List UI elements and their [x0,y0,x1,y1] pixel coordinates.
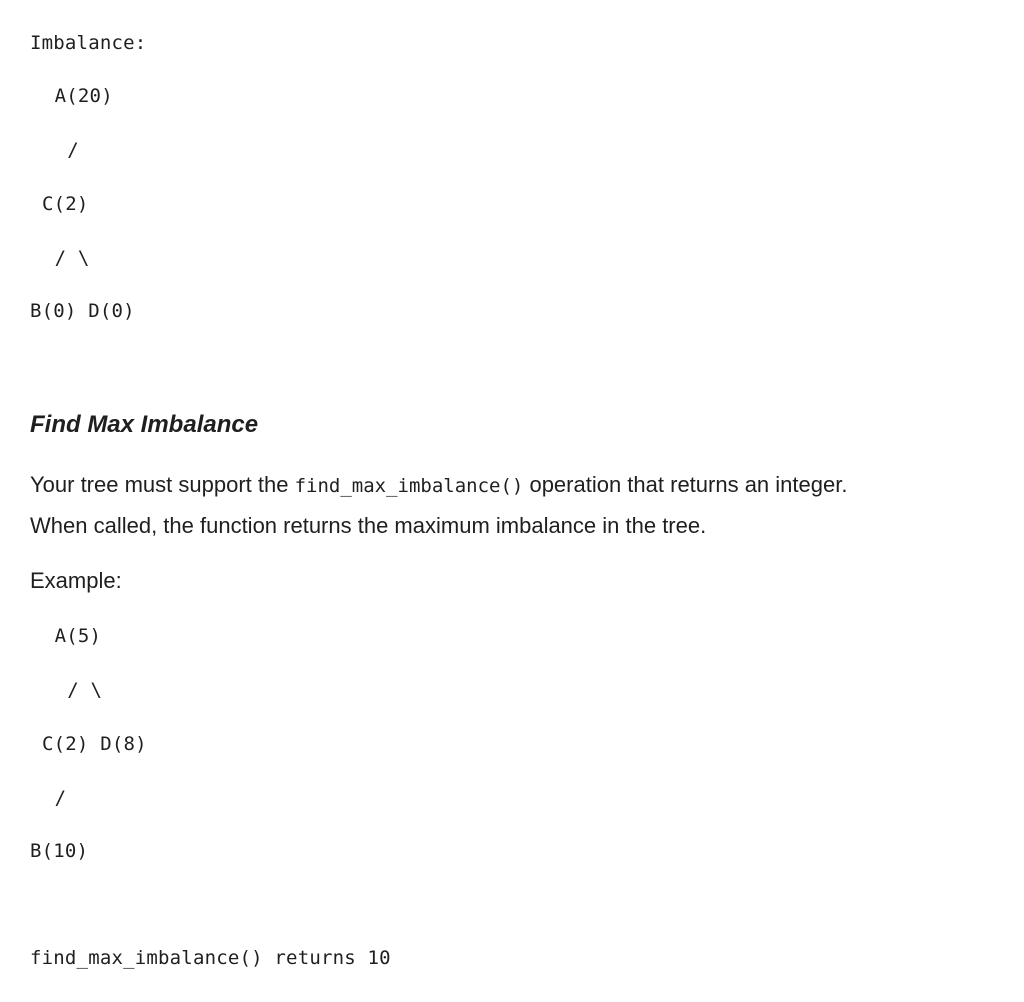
example-tree-line-3: C(2) D(8) [42,733,147,755]
example-tree-line-2: / \ [44,679,103,701]
description-line-1-end: operation that returns an integer. [523,472,848,497]
inline-code-find-max-imbalance: find_max_imbalance() [294,475,524,497]
description-line-1 [30,472,847,498]
find-max-heading: Find Max Imbalance [30,411,259,438]
example-tree-line-1: A(5) [43,625,102,647]
imbalance-tree-line-4: / \ [43,247,90,269]
example-tree-line-5: B(10) [30,840,89,862]
imbalance-tree-line-1: A(20) [43,85,113,107]
example-result: find_max_imbalance() returns 10 [30,947,391,969]
example-tree-line-4: / [43,787,67,809]
imbalance-tree-line-5: B(0) D(0) [30,300,135,322]
description-line-2: When called, the function returns the maximum imbalance in the tree. [30,513,707,538]
imbalance-tree-line-3: C(2) [42,193,89,215]
example-label: Example: [30,568,122,593]
description-line-1-start: Your tree must support the [30,472,295,497]
imbalance-tree-line-2: / [44,139,79,161]
imbalance-label: Imbalance: [30,32,147,54]
